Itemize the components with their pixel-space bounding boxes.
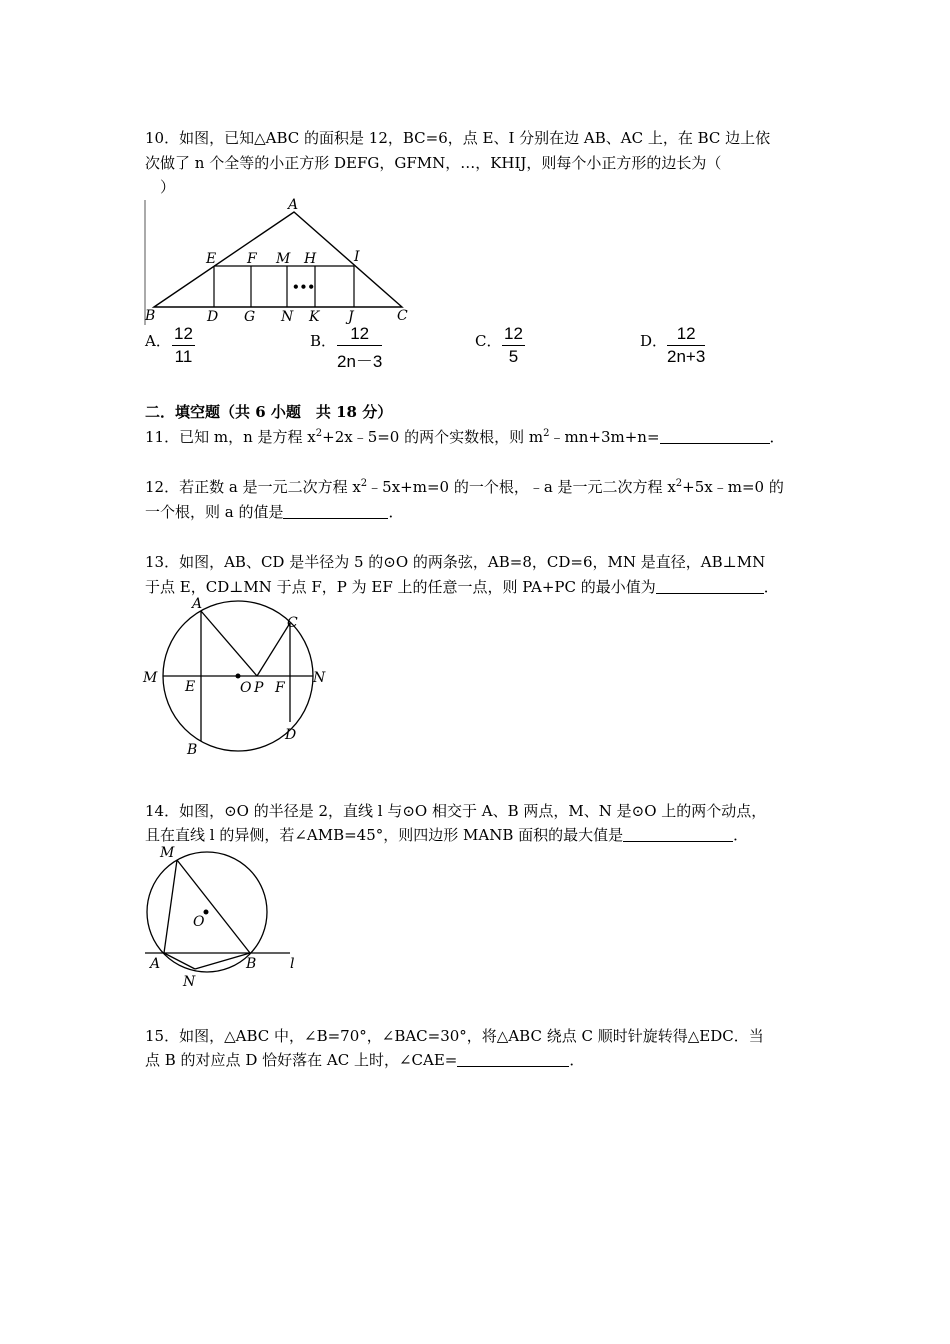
label-K: K: [309, 309, 320, 325]
option-d-denominator: 2n+3: [667, 347, 706, 366]
label-I: I: [354, 249, 360, 265]
label-C: C: [397, 308, 408, 324]
q12-end: ．: [388, 503, 404, 521]
label-A: A: [288, 197, 299, 213]
segment-pc: [257, 623, 290, 676]
label-A: A: [150, 956, 161, 972]
label-B: B: [187, 742, 198, 758]
q15-answer-blank[interactable]: [457, 1052, 569, 1067]
q14-answer-blank[interactable]: [623, 827, 733, 842]
label-N: N: [313, 670, 326, 686]
label-E: E: [185, 679, 196, 695]
label-O: O: [240, 680, 252, 696]
label-B: B: [246, 956, 257, 972]
q12-part: +5x﹣m=0 的: [682, 478, 784, 496]
q15-part: 点 B 的对应点 D 恰好落在 AC 上时，∠CAE=: [145, 1051, 458, 1069]
q10-option-b-fraction: [337, 324, 382, 372]
q12-answer-blank[interactable]: [283, 504, 388, 519]
q10-figure: [140, 195, 420, 330]
label-F: F: [247, 251, 257, 267]
segment-ma: [164, 860, 177, 953]
q10-option-d-label: D．: [640, 332, 668, 350]
label-F: F: [275, 680, 285, 696]
q10-option-a-label: A．: [145, 332, 171, 350]
q15-line1: 15．如图，△ABC 中，∠B=70°，∠BAC=30°，将△ABC 绕点 C 顺时针旋转得△EDC．当: [145, 1027, 764, 1045]
q14-line1: 14．如图，⊙O 的半径是 2，直线 l 与⊙O 相交于 A、B 两点，M、N 是⊙O 上的两个动点，: [145, 802, 767, 820]
option-d-numerator: 12: [667, 324, 705, 346]
label-B: B: [145, 308, 156, 324]
q12-line2: [145, 502, 404, 522]
q10-option-c-fraction: [502, 324, 525, 367]
label-P: P: [254, 680, 264, 696]
q12-part: ﹣5x+m=0 的一个根，﹣a 是一元二次方程 x: [367, 478, 676, 496]
option-c-denominator: 5: [508, 347, 519, 366]
segment-an: [164, 953, 195, 969]
section-2-heading: 二．填空题（共 6 小题 共 18 分）: [145, 403, 393, 421]
q11-sup: 2: [315, 428, 323, 439]
q11-part: 11．已知 m，n 是方程 x: [145, 428, 316, 446]
q10-option-d-fraction: [667, 324, 705, 367]
label-E: E: [206, 251, 217, 267]
q12-part: 一个根，则 a 的值是: [145, 503, 284, 521]
option-b-denominator: 2n－3: [337, 352, 383, 371]
label-M: M: [276, 251, 291, 267]
q12-line1: [145, 477, 784, 497]
q12-part: 12．若正数 a 是一元二次方程 x: [145, 478, 361, 496]
option-c-numerator: 12: [502, 324, 525, 346]
label-A: A: [192, 596, 203, 612]
q10-option-a-fraction: [172, 324, 195, 367]
q11-end: ．: [769, 428, 785, 446]
q11-part: +2x﹣5=0 的两个实数根，则 m: [322, 428, 544, 446]
q11-part: ﹣mn+3m+n=: [549, 428, 660, 446]
q13-end: ．: [763, 578, 779, 596]
option-a-numerator: 12: [172, 324, 195, 346]
q11-text: [145, 427, 785, 447]
label-l: l: [290, 956, 295, 972]
q10-line1: 10．如图，已知△ABC 的面积是 12，BC=6，点 E、I 分别在边 AB、AC 上，在 BC 边上依: [145, 129, 771, 147]
q12-sup: 2: [675, 478, 683, 489]
label-D: D: [285, 727, 297, 743]
center-dot: [236, 674, 241, 679]
label-N: N: [281, 309, 294, 325]
label-M: M: [143, 670, 158, 686]
segment-mb: [177, 860, 250, 953]
label-C: C: [287, 615, 298, 631]
q11-answer-blank[interactable]: [660, 429, 770, 444]
q10-option-b-label: B．: [310, 332, 337, 350]
label-N: N: [183, 974, 196, 990]
label-J: J: [348, 309, 354, 325]
label-G: G: [244, 309, 256, 325]
q13-answer-blank[interactable]: [656, 579, 764, 594]
q15-line2: [145, 1050, 584, 1070]
label-O: O: [193, 914, 205, 930]
q14-part: 且在直线 l 的异侧，若∠AMB=45°，则四边形 MANB 面积的最大值是: [145, 826, 624, 844]
segment-pa: [201, 611, 257, 676]
option-b-numerator: 12: [337, 324, 382, 346]
q10-line2: 次做了 n 个全等的小正方形 DEFG，GFMN，…，KHIJ，则每个小正方形的边长为（: [145, 154, 722, 172]
label-M: M: [160, 845, 175, 861]
q10-line3: ）: [160, 178, 176, 196]
q13-part: 于点 E，CD⊥MN 于点 F，P 为 EF 上的任意一点，则 PA+PC 的最小值为: [145, 578, 656, 596]
q10-option-c-label: C．: [475, 332, 502, 350]
q14-figure: [140, 840, 310, 990]
label-H: H: [304, 251, 317, 267]
q13-figure: [140, 596, 340, 761]
q13-line1: 13．如图，AB、CD 是半径为 5 的⊙O 的两条弦，AB=8，CD=6，MN 是直径，AB⊥MN: [145, 553, 766, 571]
q13-line2: [145, 577, 779, 597]
label-dots: •••: [292, 280, 316, 294]
q15-end: ．: [569, 1051, 585, 1069]
q11-sup: 2: [543, 428, 550, 439]
q12-sup: 2: [360, 478, 368, 489]
q14-end: ．: [733, 826, 749, 844]
option-a-denominator: 11: [174, 347, 193, 366]
label-D: D: [207, 309, 219, 325]
